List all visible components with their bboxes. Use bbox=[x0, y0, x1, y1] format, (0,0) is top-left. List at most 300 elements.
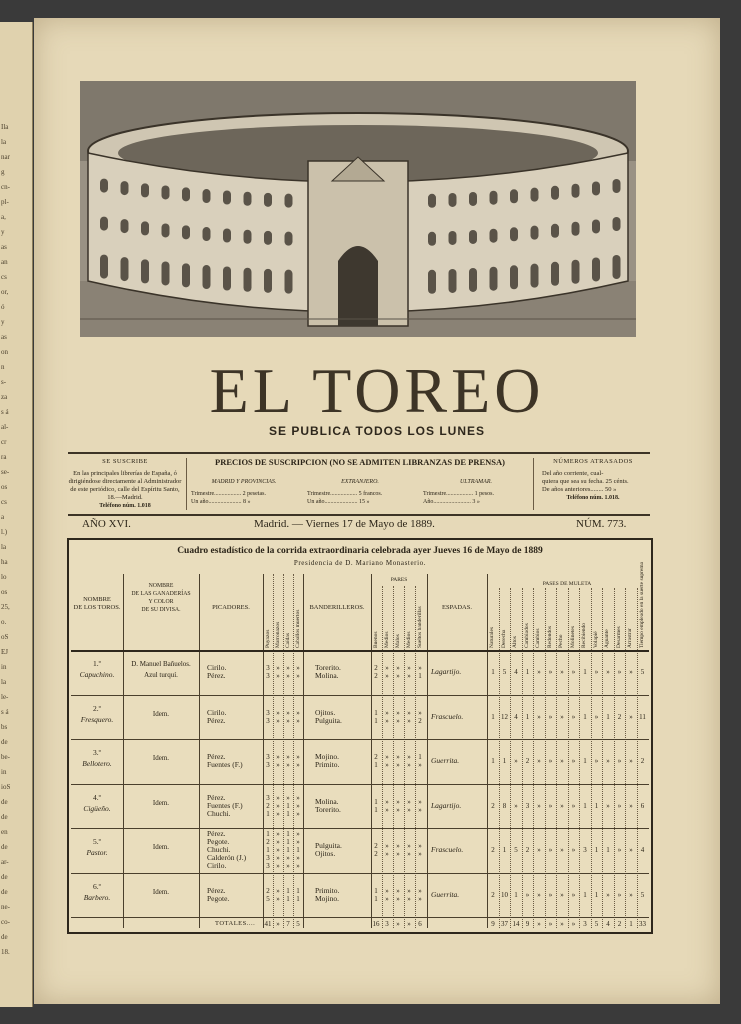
back-issues-line: Del año corriente, cual- bbox=[542, 470, 604, 477]
pase-stat: » bbox=[571, 890, 576, 899]
total-picador: 7 bbox=[286, 920, 290, 928]
arch-window bbox=[449, 193, 457, 207]
pase-stat: » bbox=[571, 712, 576, 721]
total-pase: 1 bbox=[629, 920, 633, 928]
pase-stat: 1 bbox=[491, 757, 495, 766]
facing-page-stub: o. bbox=[1, 618, 7, 626]
total-pase: 9 bbox=[525, 920, 530, 928]
pase-stat: 1 bbox=[502, 757, 507, 766]
picador-stat: 3 bbox=[266, 862, 270, 871]
arch-window bbox=[162, 223, 170, 237]
pase-stat: » bbox=[537, 668, 541, 677]
facing-page-stub: cr bbox=[1, 438, 7, 446]
banderilla-stat: » bbox=[418, 805, 422, 814]
masthead-title: EL TOREO bbox=[209, 355, 545, 426]
picador-stat: » bbox=[286, 793, 290, 802]
picador-stat: » bbox=[296, 862, 300, 871]
picador-stat: 1 bbox=[286, 801, 290, 810]
banderilla-stat: » bbox=[396, 708, 400, 717]
total-banderilla: 6 bbox=[418, 920, 422, 928]
facing-page-stub: Ila bbox=[1, 123, 9, 131]
arch-window bbox=[531, 264, 539, 288]
pase-stat: » bbox=[560, 890, 564, 899]
arch-window bbox=[121, 257, 129, 281]
picador-stat: » bbox=[276, 894, 280, 903]
picador-stat: » bbox=[286, 708, 290, 717]
pase-stat: 1 bbox=[583, 890, 587, 899]
header-bull-name: NOMBRE DE LOS TOROS. bbox=[73, 596, 121, 611]
facing-page-stub: a, bbox=[1, 213, 6, 221]
banderilla-stat: » bbox=[418, 797, 422, 806]
banderilla-stat: » bbox=[385, 664, 389, 673]
picador-stat: 1 bbox=[296, 846, 300, 855]
pase-stat: 1 bbox=[491, 712, 495, 721]
banderilla-stat: 1 bbox=[418, 753, 422, 762]
arch-window bbox=[572, 260, 580, 284]
banderilla-stat: 2 bbox=[374, 672, 378, 681]
banderilla-stat: » bbox=[385, 672, 389, 681]
pase-stat: » bbox=[514, 801, 518, 810]
banderilla-stat: » bbox=[407, 894, 411, 903]
pase-stat: » bbox=[537, 846, 541, 855]
pase-stat: 5 bbox=[502, 668, 507, 677]
arch-window bbox=[182, 187, 190, 201]
arch-window bbox=[264, 269, 272, 293]
arch-window bbox=[244, 192, 252, 206]
arch-window bbox=[285, 270, 293, 294]
banderilla-stat: » bbox=[407, 753, 411, 762]
arch-window bbox=[244, 268, 252, 292]
bull-name: Capuchino. bbox=[79, 670, 115, 679]
banderilla-stat: » bbox=[407, 664, 411, 673]
pase-stat: 1 bbox=[583, 668, 587, 677]
picador-stat: » bbox=[286, 761, 290, 770]
banderillero-name: Primito. bbox=[315, 760, 340, 770]
picador-name: Cirilo. bbox=[207, 663, 227, 673]
total-pase: 5 bbox=[594, 920, 599, 928]
ganaderia-line: Azul turquí. bbox=[144, 671, 178, 679]
pase-stat: 6 bbox=[640, 801, 645, 810]
facing-page-stub: or, bbox=[1, 288, 9, 296]
back-issues-lines bbox=[536, 470, 650, 494]
bull-name: Cigüeño. bbox=[83, 803, 111, 813]
picador-name: Pérez. bbox=[207, 885, 226, 895]
header-pase-stat: Altos bbox=[512, 636, 518, 648]
banderillero-name: Mojino. bbox=[315, 752, 339, 762]
espada-name: Frascuelo. bbox=[431, 845, 464, 855]
facing-page-stub: ne- bbox=[1, 903, 10, 911]
header-pase-stat: Volapié bbox=[592, 631, 599, 648]
pase-stat: » bbox=[617, 890, 622, 899]
pase-stat: 2 bbox=[525, 757, 530, 766]
banderilla-stat: » bbox=[385, 708, 389, 717]
pase-stat: » bbox=[537, 801, 541, 810]
pase-stat: 3 bbox=[525, 801, 530, 810]
picador-stat: » bbox=[286, 672, 290, 681]
back-issues-line: quiera que sea su fecha. 25 cénts. bbox=[542, 478, 629, 485]
banderilla-stat: » bbox=[396, 716, 400, 725]
arch-window bbox=[244, 230, 252, 244]
banderilla-stat: » bbox=[396, 894, 400, 903]
banderilla-stat: » bbox=[385, 894, 389, 903]
arch-window bbox=[572, 222, 580, 236]
banderillero-name: Pulguita. bbox=[315, 715, 342, 725]
banderilla-stat: » bbox=[418, 708, 422, 717]
facing-page-stub: oS bbox=[1, 633, 9, 641]
espada-name: Lagartijo. bbox=[431, 667, 462, 677]
pase-stat: » bbox=[560, 801, 564, 810]
facing-page-stub: on bbox=[1, 348, 8, 356]
pase-stat: » bbox=[594, 757, 599, 766]
banderilla-stat: » bbox=[418, 761, 422, 770]
arch-window bbox=[469, 192, 477, 206]
pase-stat: » bbox=[537, 712, 541, 721]
pase-stat: 5 bbox=[640, 890, 645, 899]
arch-window bbox=[490, 191, 498, 205]
pase-stat: 3 bbox=[583, 846, 587, 855]
pase-stat: 2 bbox=[491, 846, 495, 855]
banderilla-stat: » bbox=[385, 761, 389, 770]
arch-window bbox=[572, 184, 580, 198]
pase-stat: » bbox=[617, 757, 622, 766]
banderilla-stat: » bbox=[418, 842, 422, 851]
arch-window bbox=[510, 189, 518, 203]
pase-stat: » bbox=[560, 668, 564, 677]
pase-stat: » bbox=[629, 890, 633, 899]
pase-stat: » bbox=[548, 846, 553, 855]
pase-stat: 1 bbox=[594, 890, 599, 899]
ganaderia-line: Idem. bbox=[152, 843, 170, 851]
picador-stat: » bbox=[276, 886, 280, 895]
pase-stat: » bbox=[617, 801, 622, 810]
banderillero-name: Molina. bbox=[315, 796, 339, 806]
banderilla-stat: » bbox=[396, 805, 400, 814]
price-line: Trimestre.................. 5 francos. bbox=[307, 491, 383, 497]
espada-name: Lagartijo. bbox=[431, 800, 462, 810]
espada-name: Frascuelo. bbox=[431, 711, 464, 721]
arch-window bbox=[449, 269, 457, 293]
header-pase-stat: Tiempo empleado en la suerte suprema bbox=[638, 561, 645, 648]
facing-page-stub: de bbox=[1, 843, 8, 851]
arch-window bbox=[100, 217, 108, 231]
picador-name: Calderón (J.) bbox=[207, 853, 247, 863]
ganaderia-line: Idem. bbox=[152, 887, 170, 896]
price-line: Año......................... 3 » bbox=[423, 499, 480, 505]
pase-stat: » bbox=[594, 668, 599, 677]
total-pase: 2 bbox=[617, 920, 622, 928]
price-group-label: ULTRAMAR. bbox=[459, 479, 493, 485]
facing-page-stub: as bbox=[1, 243, 7, 251]
banderillero-name: Torerito. bbox=[315, 804, 341, 814]
facing-page-stub: cn- bbox=[1, 183, 10, 191]
picador-stat: 3 bbox=[266, 716, 270, 725]
arch-window bbox=[203, 265, 211, 289]
header-pase-stat: Aguante bbox=[604, 629, 610, 648]
banderillero-name: Torerito. bbox=[315, 663, 341, 673]
total-pase: » bbox=[571, 920, 576, 928]
total-picador: 5 bbox=[296, 920, 300, 928]
bullfight-stats-table bbox=[67, 538, 653, 934]
back-issues-phone: Teléfono núm. 1.018. bbox=[566, 495, 620, 501]
pase-stat: 1 bbox=[606, 712, 610, 721]
arch-window bbox=[469, 230, 477, 244]
picador-stat: » bbox=[286, 862, 290, 871]
banderillero-name: Ojitos. bbox=[315, 707, 336, 717]
facing-page-stub: la bbox=[1, 138, 7, 146]
picador-stat: » bbox=[276, 793, 280, 802]
arch-window bbox=[121, 181, 129, 195]
pase-stat: » bbox=[560, 757, 564, 766]
pase-stat: » bbox=[617, 846, 622, 855]
picador-stat: » bbox=[276, 753, 280, 762]
arch-window bbox=[531, 226, 539, 240]
facing-page-stub: y bbox=[1, 228, 5, 236]
bull-name: Pastor. bbox=[86, 848, 108, 857]
total-banderilla: » bbox=[407, 920, 411, 928]
facing-page-stub: la bbox=[1, 678, 7, 686]
facing-page-stub: de bbox=[1, 933, 8, 941]
banderilla-stat: 1 bbox=[374, 894, 378, 903]
facing-page-stub: os bbox=[1, 483, 8, 491]
banderilla-stat: » bbox=[407, 672, 411, 681]
picador-stat: » bbox=[276, 761, 280, 770]
facing-page-stub: an bbox=[1, 258, 8, 266]
picador-stat: » bbox=[276, 801, 280, 810]
banderilla-stat: » bbox=[418, 894, 422, 903]
header-banderilla-stat: Buenos bbox=[373, 631, 379, 648]
header-pase-stat: Derecha bbox=[500, 629, 507, 648]
facing-page-stub: le- bbox=[1, 693, 9, 701]
ganaderia-line: Idem. bbox=[152, 709, 170, 718]
table-title: Cuadro estadístico de la corrida extraordinaria celebrada ayer Jueves 16 de Mayo de 1889 bbox=[177, 546, 543, 556]
pase-stat: 4 bbox=[514, 668, 518, 677]
picador-stat: » bbox=[276, 716, 280, 725]
total-pase: » bbox=[548, 920, 553, 928]
facing-page-stub: EJ bbox=[1, 648, 8, 656]
header-banderilleros: BANDERILLEROS. bbox=[309, 604, 365, 611]
pase-stat: 2 bbox=[491, 801, 495, 810]
facing-page-stub: nar bbox=[1, 153, 10, 161]
banderilla-stat: » bbox=[407, 805, 411, 814]
pase-stat: 2 bbox=[525, 846, 530, 855]
picador-stat: 1 bbox=[296, 886, 300, 895]
price-group-lines bbox=[423, 490, 533, 506]
header-banderilla-stat: Medios bbox=[406, 631, 412, 648]
facing-page-stub: bs bbox=[1, 723, 8, 731]
facing-page-stub: za bbox=[1, 393, 8, 401]
facing-page-stub: en bbox=[1, 828, 8, 836]
arch-window bbox=[264, 231, 272, 245]
arch-window bbox=[182, 263, 190, 287]
banderilla-stat: » bbox=[385, 886, 389, 895]
picador-name: Cirilo. bbox=[207, 707, 227, 717]
arch-window bbox=[592, 257, 600, 281]
arch-window bbox=[223, 229, 231, 243]
pase-stat: » bbox=[560, 712, 564, 721]
picador-stat: » bbox=[286, 716, 290, 725]
pase-stat: » bbox=[629, 757, 633, 766]
header-picador-stat: Caídas bbox=[285, 633, 291, 648]
pase-stat: 1 bbox=[583, 801, 587, 810]
total-banderilla: 3 bbox=[385, 920, 389, 928]
picador-stat: » bbox=[276, 708, 280, 717]
picador-name: Pegote. bbox=[207, 837, 230, 847]
pase-stat: 12 bbox=[501, 712, 508, 721]
bull-number: 6.º bbox=[93, 881, 101, 891]
picador-name: Pérez. bbox=[207, 829, 226, 839]
pase-stat: » bbox=[617, 668, 622, 677]
banderilla-stat: » bbox=[396, 761, 400, 770]
pase-stat: » bbox=[560, 846, 564, 855]
picador-stat: 1 bbox=[286, 886, 290, 895]
price-group-label: EXTRANJERO. bbox=[341, 479, 379, 485]
arch-window bbox=[551, 262, 559, 286]
picador-stat: » bbox=[296, 854, 300, 863]
facing-page-stub: de bbox=[1, 873, 8, 881]
total-pase: 9 bbox=[491, 920, 495, 928]
price-line: Un año...................... 8 » bbox=[191, 499, 251, 505]
banderilla-stat: » bbox=[385, 842, 389, 851]
picador-name: Pegote. bbox=[207, 893, 230, 903]
pase-stat: » bbox=[537, 890, 541, 899]
banderillero-name: Primito. bbox=[315, 885, 340, 895]
banderilla-stat: » bbox=[385, 797, 389, 806]
picador-stat: » bbox=[296, 809, 300, 818]
price-line: Un año...................... 15 » bbox=[307, 499, 370, 505]
facing-page-stub: cs bbox=[1, 498, 7, 506]
subscribe-block bbox=[68, 458, 182, 510]
pase-stat: » bbox=[606, 890, 610, 899]
arch-window bbox=[490, 267, 498, 291]
pase-stat: » bbox=[548, 757, 553, 766]
price-line: Trimestre.................. 1 pesos. bbox=[423, 491, 494, 497]
arch-window bbox=[141, 221, 149, 235]
facing-page-stub: os bbox=[1, 588, 8, 596]
picador-stat: » bbox=[286, 854, 290, 863]
banderilla-stat: » bbox=[396, 886, 400, 895]
arch-window bbox=[592, 181, 600, 195]
bull-name: Bellotero. bbox=[82, 759, 112, 768]
header-pase-stat: Redondos bbox=[546, 626, 553, 648]
banderillero-name: Ojitos. bbox=[315, 849, 336, 859]
picador-stat: 3 bbox=[266, 761, 270, 770]
pase-stat: » bbox=[606, 668, 610, 677]
pase-stat: » bbox=[571, 757, 576, 766]
arch-window bbox=[141, 183, 149, 197]
pase-stat: » bbox=[537, 757, 541, 766]
pase-stat: » bbox=[606, 757, 610, 766]
picador-stat: 3 bbox=[266, 753, 270, 762]
pase-stat: » bbox=[548, 801, 553, 810]
pase-stat: 1 bbox=[502, 846, 507, 855]
picador-stat: » bbox=[296, 793, 300, 802]
bull-number: 5.º bbox=[93, 837, 101, 846]
picador-stat: » bbox=[286, 753, 290, 762]
header-pases: PASES DE MULETA bbox=[542, 581, 592, 587]
pase-stat: » bbox=[514, 757, 518, 766]
facing-page-stub: de bbox=[1, 813, 8, 821]
banderilla-stat: » bbox=[407, 708, 411, 717]
facing-page-stub: cs bbox=[1, 273, 7, 281]
header-espadas: ESPADAS. bbox=[442, 604, 472, 611]
facing-page-stub: pl- bbox=[1, 198, 9, 206]
arch-window bbox=[141, 259, 149, 283]
facing-page-stub: y bbox=[1, 318, 5, 326]
banderilla-stat: » bbox=[385, 753, 389, 762]
pase-stat: 1 bbox=[594, 846, 599, 855]
picador-stat: » bbox=[296, 664, 300, 673]
picador-name: Pérez. bbox=[207, 792, 226, 802]
picador-stat: » bbox=[296, 716, 300, 725]
banderilla-stat: » bbox=[418, 850, 422, 859]
banderilla-stat: » bbox=[407, 797, 411, 806]
subscribe-phone: Teléfono núm. 1.018 bbox=[99, 503, 151, 509]
banderilla-stat: 1 bbox=[374, 761, 378, 770]
total-pase: » bbox=[560, 920, 564, 928]
header-divider bbox=[71, 650, 649, 652]
pase-stat: » bbox=[629, 712, 633, 721]
issue-year: AÑO XVI. bbox=[82, 518, 131, 530]
pase-stat: » bbox=[594, 712, 599, 721]
espada-name: Guerrita. bbox=[431, 889, 460, 899]
picador-stat: 2 bbox=[266, 886, 270, 895]
banderilla-stat: » bbox=[418, 886, 422, 895]
arch-window bbox=[100, 255, 108, 279]
pase-stat: » bbox=[629, 668, 633, 677]
price-group-lines bbox=[307, 490, 417, 506]
facing-page-edge bbox=[0, 22, 33, 1007]
picador-stat: » bbox=[296, 708, 300, 717]
total-picador: » bbox=[276, 920, 280, 928]
subscribe-heading: SE SUSCRIBE bbox=[102, 458, 148, 465]
picador-stat: 1 bbox=[266, 809, 270, 818]
banderilla-stat: » bbox=[396, 842, 400, 851]
banderilla-stat: 2 bbox=[374, 664, 378, 673]
arch-window bbox=[449, 231, 457, 245]
arch-window bbox=[428, 232, 436, 246]
banderilla-stat: 1 bbox=[418, 672, 422, 681]
banderilla-stat: » bbox=[407, 886, 411, 895]
arch-window bbox=[613, 255, 621, 279]
banderilla-stat: » bbox=[396, 753, 400, 762]
header-pase-stat: Cambios bbox=[535, 628, 541, 648]
header-picador-stat: Caballos muertos bbox=[295, 609, 301, 648]
arch-window bbox=[264, 193, 272, 207]
banderilla-stat: 1 bbox=[374, 886, 378, 895]
picador-stat: » bbox=[276, 672, 280, 681]
pase-stat: 4 bbox=[514, 712, 518, 721]
back-issues-block bbox=[536, 458, 650, 502]
facing-page-stub: ra bbox=[1, 453, 7, 461]
facing-page-stub: co- bbox=[1, 918, 10, 926]
arch-window bbox=[510, 227, 518, 241]
arch-window bbox=[551, 224, 559, 238]
bull-name: Fresquero. bbox=[80, 714, 114, 724]
picador-stat: » bbox=[276, 862, 280, 871]
header-pase-stat: Desarmes bbox=[615, 626, 622, 648]
arch-window bbox=[613, 217, 621, 231]
facing-page-stub: 18. bbox=[1, 948, 10, 956]
total-banderilla: 16 bbox=[372, 920, 380, 928]
header-picadores: PICADORES. bbox=[212, 604, 250, 611]
header-picador-stat: Marronazos bbox=[275, 621, 281, 648]
picador-stat: » bbox=[276, 664, 280, 673]
back-issues-line: De años anteriores........ 50 » bbox=[542, 486, 617, 493]
header-banderilla-stat: Sueltos banderillas bbox=[417, 606, 423, 648]
picador-stat: 3 bbox=[266, 672, 270, 681]
picador-stat: » bbox=[296, 838, 300, 847]
subscribe-text: En las principales librerías de España, ó dirigiéndose directamente al Administrador de este periódico, calle del Espíritu Santo, 18.—Madrid. bbox=[68, 470, 182, 501]
